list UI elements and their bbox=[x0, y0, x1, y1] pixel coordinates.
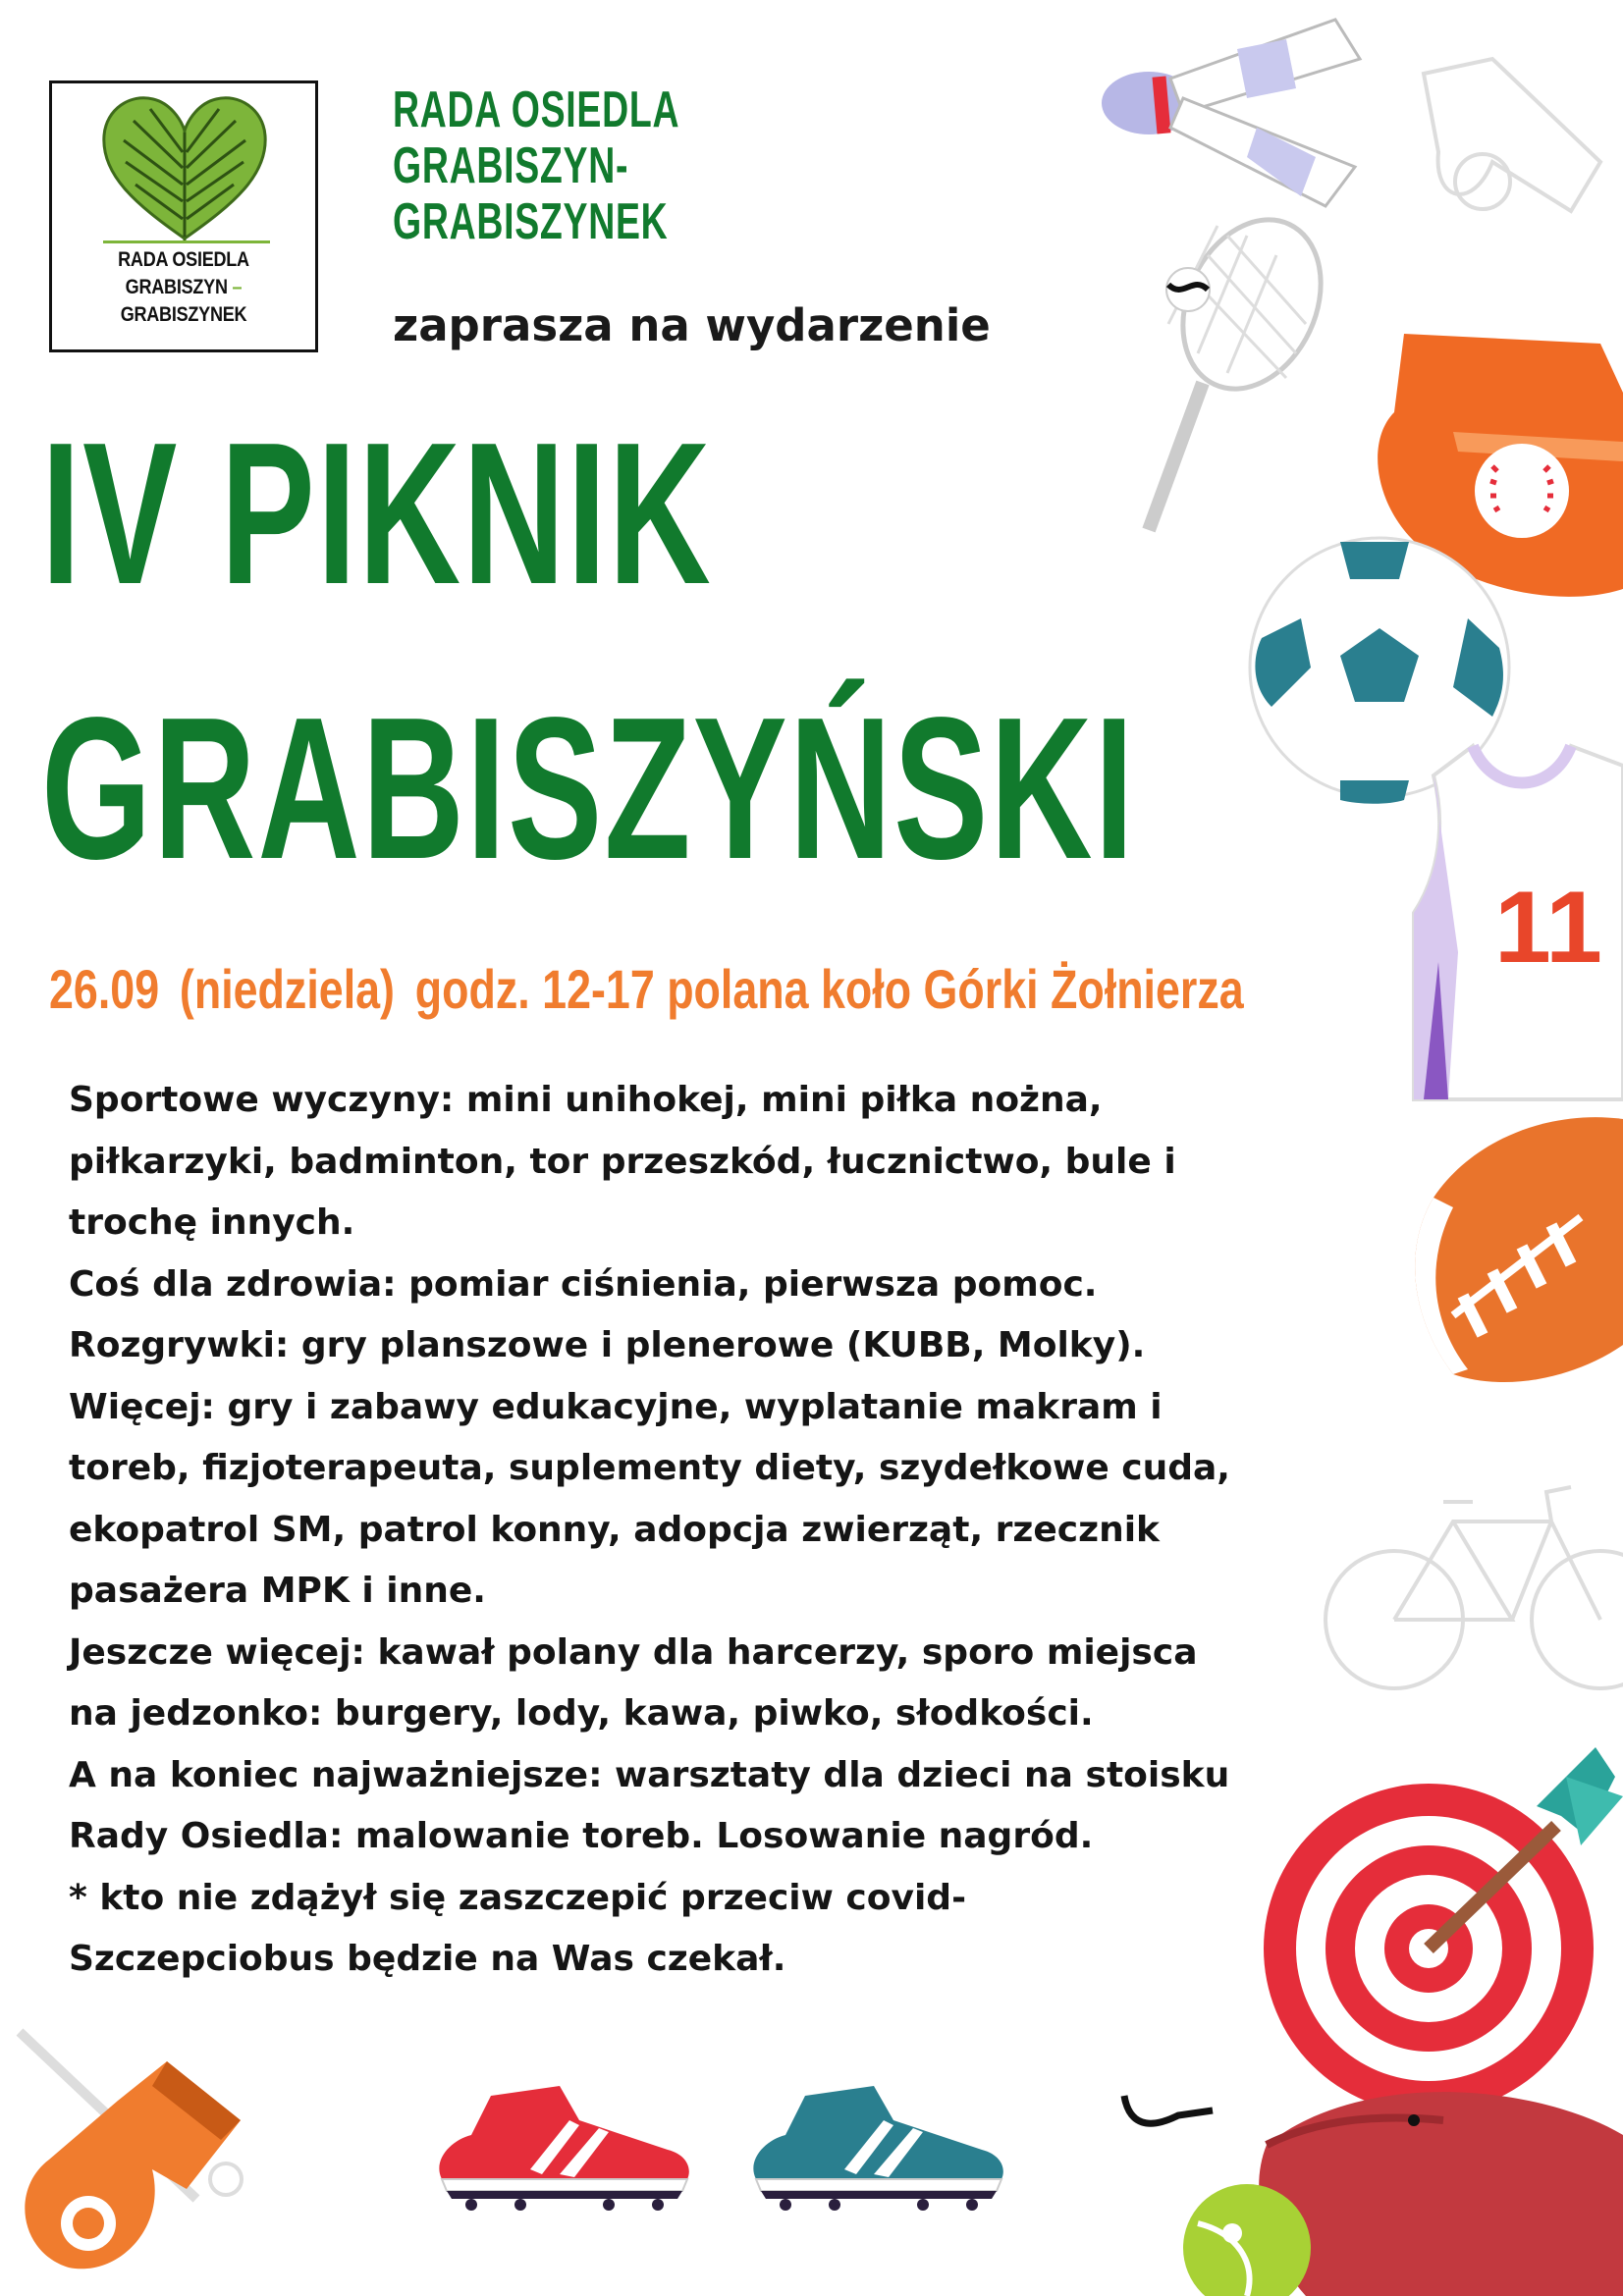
description-line: Więcej: gry i zabawy edukacyjne, wyplatanie makram i bbox=[69, 1386, 1163, 1427]
org-name-line1: RADA OSIEDLA bbox=[393, 81, 680, 138]
description-line: Sportowe wyczyny: mini unihokej, mini piłka nożna, bbox=[69, 1080, 1103, 1120]
description-line: toreb, fizjoterapeuta, suplementy diety, szydełkowe cuda, bbox=[69, 1448, 1230, 1488]
event-details: godz. 12-17 polana koło Górki Żołnierza bbox=[414, 958, 1244, 1020]
description-line: A na koniec najważniejsze: warsztaty dla dzieci na stoisku bbox=[69, 1754, 1230, 1795]
teal-sneaker-icon bbox=[746, 2081, 1011, 2209]
description-line: Jeszcze więcej: kawał polany dla harcerzy, sporo miejsca bbox=[69, 1631, 1198, 1673]
tennis-ball-icon bbox=[1178, 2174, 1306, 2296]
logo-text-line3: GRABISZYNEK bbox=[120, 303, 247, 326]
invite-text: zaprasza na wydarzenie bbox=[393, 299, 991, 351]
event-date: 26.09 bbox=[49, 958, 160, 1020]
org-name-line2: GRABISZYN- bbox=[393, 137, 629, 194]
jersey-icon bbox=[1404, 736, 1623, 1099]
description-line: ekopatrol SM, patrol konny, adopcja zwierząt, rzecznik bbox=[69, 1509, 1160, 1550]
shuttlecock-icon bbox=[1090, 20, 1365, 216]
bicycle-icon bbox=[1316, 1463, 1623, 1708]
description-line: trochę innych. bbox=[69, 1202, 355, 1243]
event-title-line2: GRABISZYŃSKI bbox=[41, 675, 1136, 901]
tennis-ball-small-icon bbox=[1163, 265, 1213, 314]
org-name-line3: GRABISZYNEK bbox=[393, 193, 669, 250]
event-description bbox=[69, 1070, 1335, 1991]
logo-text-line1: RADA OSIEDLA bbox=[118, 248, 249, 271]
whistle-icon bbox=[20, 2042, 245, 2296]
red-sneaker-icon bbox=[432, 2081, 697, 2209]
target-arrow-icon bbox=[1242, 1737, 1623, 2110]
description-line: Rady Osiedla: malowanie toreb. Losowanie nagród. bbox=[69, 1816, 1094, 1856]
logo-divider bbox=[103, 240, 270, 243]
football-icon bbox=[1394, 1099, 1623, 1394]
logo bbox=[49, 80, 318, 352]
description-line: * kto nie zdążył się zaszczepić przeciw covid- bbox=[69, 1877, 967, 1918]
description-line: piłkarzyki, badminton, tor przeszkód, łucznictwo, bule i bbox=[69, 1141, 1176, 1182]
description-line: na jedzonko: burgery, lody, kawa, piwko, słodkości. bbox=[69, 1693, 1094, 1734]
logo-text-line2: GRABISZYN – bbox=[125, 276, 243, 298]
event-date-line bbox=[49, 957, 1264, 1021]
whistle-outline-icon bbox=[1414, 54, 1610, 250]
description-line: Coś dla zdrowia: pomiar ciśnienia, pierwsza pomoc. bbox=[69, 1263, 1098, 1305]
tennis-racket-icon bbox=[1129, 216, 1325, 550]
jersey-number: 11 bbox=[1494, 871, 1602, 985]
description-line: Rozgrywki: gry planszowe i plenerowe (KUBB, Molky). bbox=[69, 1325, 1146, 1365]
description-line: Szczepciobus będzie na Was czekał. bbox=[69, 1939, 786, 1979]
swoosh-mark-icon bbox=[1119, 2086, 1217, 2145]
event-title-line1: IV PIKNIK bbox=[41, 400, 713, 626]
leaf-heart-icon bbox=[96, 91, 273, 248]
event-day: (niedziela) bbox=[179, 958, 395, 1020]
description-line: pasażera MPK i inne. bbox=[69, 1571, 486, 1611]
